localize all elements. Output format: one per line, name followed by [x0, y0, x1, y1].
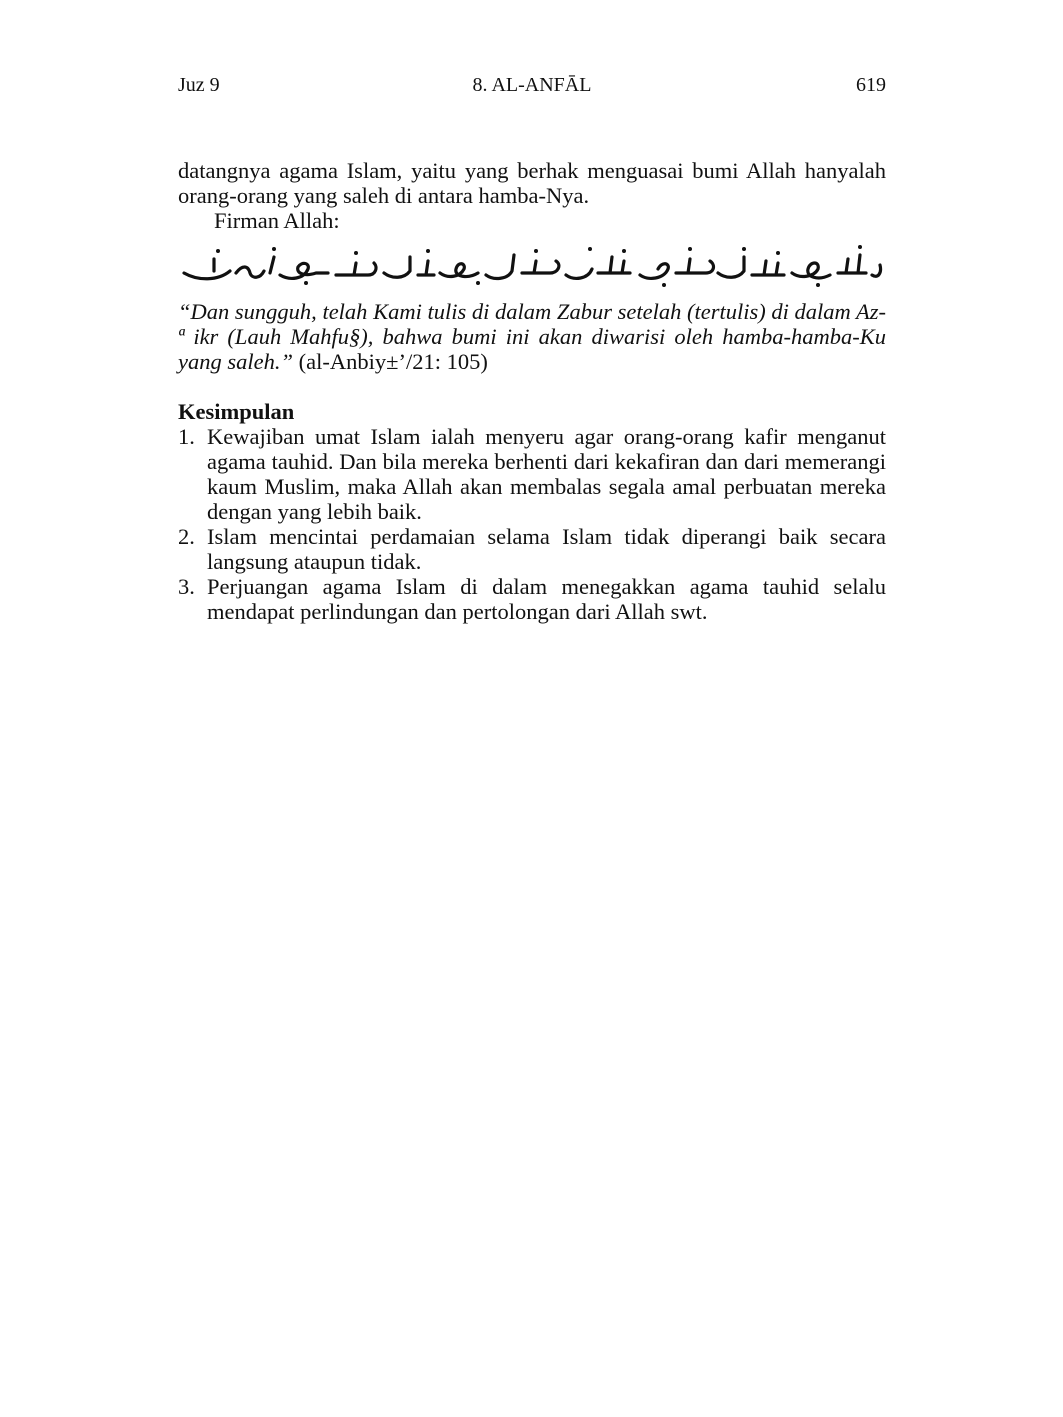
conclusion-list	[178, 424, 886, 624]
juz-label: Juz 9	[178, 74, 220, 96]
verse-citation: (al-Anbiy±’/21: 105)	[293, 349, 488, 374]
list-item	[178, 524, 886, 574]
verse-translation	[178, 299, 886, 374]
firman-label: Firman Allah:	[214, 208, 340, 233]
list-number: 1.	[178, 424, 195, 449]
book-page	[178, 74, 886, 624]
conclusion-heading: Kesimpulan	[178, 399, 295, 424]
list-text: Kewajiban umat Islam ialah menyeru agar orang-orang kafir menganut agama tauhid. Dan bila mereka berhenti dari kekafiran dan dari memerangi kaum Muslim, maka Allah akan membalas segala amal perbuatan mereka dengan yang lebih baik.	[207, 424, 886, 524]
chapter-title: 8. AL-ANFĀL	[472, 74, 592, 96]
list-item	[178, 574, 886, 624]
page-number: 619	[856, 74, 886, 96]
intro-paragraph: datangnya agama Islam, yaitu yang berhak menguasai bumi Allah hanyalah orang-orang yang saleh di antara hamba-Nya.	[178, 158, 886, 208]
list-number: 3.	[178, 574, 195, 599]
list-number: 2.	[178, 524, 195, 549]
arabic-verse-icon	[178, 243, 886, 289]
list-item	[178, 424, 886, 524]
verse-quote: “Dan sungguh, telah Kami tulis di dalam Zabur setelah (tertulis) di dalam Az-ª ikr (Lauh Mahfu§), bahwa bumi ini akan diwarisi oleh hamba-hamba-Ku yang saleh.”	[178, 299, 886, 374]
list-text: Perjuangan agama Islam di dalam menegakkan agama tauhid selalu mendapat perlindungan dan pertolongan dari Allah swt.	[207, 574, 886, 624]
list-text: Islam mencintai perdamaian selama Islam tidak diperangi baik secara langsung ataupun tidak.	[207, 524, 886, 574]
running-header	[178, 74, 886, 104]
